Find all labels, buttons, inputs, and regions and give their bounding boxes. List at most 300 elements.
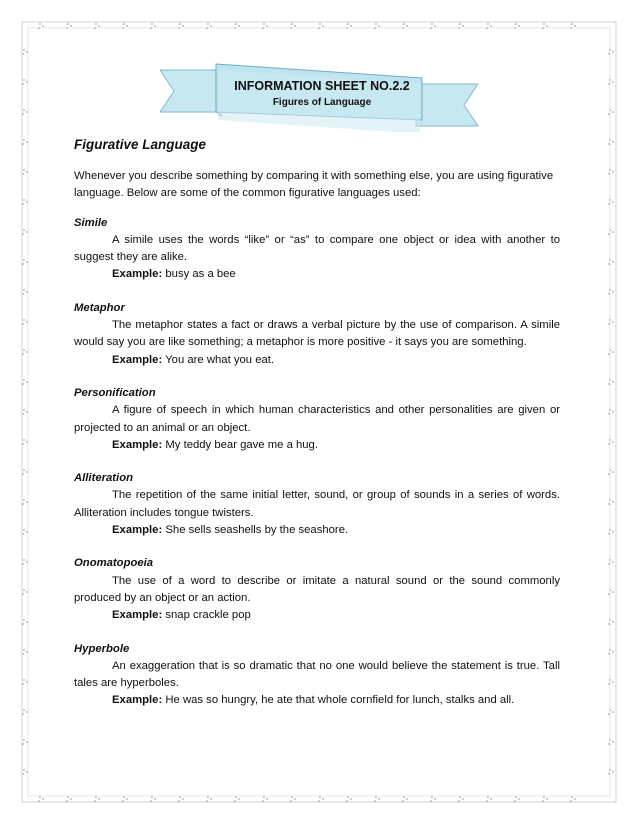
term-simile: [74, 215, 560, 284]
border-ornament: [609, 769, 611, 771]
border-ornament: [609, 559, 611, 561]
border-ornament: [207, 796, 209, 798]
border-ornament: [608, 623, 610, 625]
term-heading: Alliteration: [74, 472, 133, 485]
border-ornament: [22, 293, 24, 295]
border-ornament: [122, 27, 124, 29]
border-ornament: [612, 111, 614, 113]
border-ornament: [126, 798, 128, 800]
border-ornament: [609, 169, 611, 171]
border-ornament: [290, 27, 292, 29]
term-example: [74, 437, 560, 454]
border-ornament: [350, 798, 352, 800]
border-ornament: [26, 171, 28, 173]
border-ornament: [26, 381, 28, 383]
border-ornament: [70, 25, 72, 27]
border-ornament: [262, 27, 264, 29]
border-ornament: [402, 800, 404, 802]
border-ornament: [22, 83, 24, 85]
border-ornament: [515, 796, 517, 798]
border-ornament: [22, 473, 24, 475]
border-ornament: [39, 23, 41, 25]
border-ornament: [318, 800, 320, 802]
border-ornament: [150, 27, 152, 29]
border-ornament: [26, 261, 28, 263]
example-text: You are what you eat.: [165, 353, 275, 366]
term-description: A simile uses the words “like” or “as” to compare one object or idea with another to suggest they are alike.: [74, 233, 560, 264]
border-ornament: [151, 23, 153, 25]
border-ornament: [318, 27, 320, 29]
border-ornament: [612, 201, 614, 203]
border-ornament: [608, 533, 610, 535]
border-ornament: [609, 79, 611, 81]
border-ornament: [612, 531, 614, 533]
term-description: A figure of speech in which human characteristics and other personalities are given or projected to an animal or an object.: [74, 404, 560, 434]
border-ornament: [26, 561, 28, 563]
border-ornament: [26, 411, 28, 413]
border-ornament: [207, 23, 209, 25]
border-ornament: [26, 531, 28, 533]
border-ornament: [22, 743, 24, 745]
border-ornament: [290, 800, 292, 802]
border-ornament: [458, 800, 460, 802]
border-ornament: [23, 259, 25, 261]
border-ornament: [322, 798, 324, 800]
border-ornament: [403, 796, 405, 798]
term-heading: Metaphor: [74, 301, 125, 314]
term-heading: Onomatopoeia: [74, 557, 154, 570]
border-ornament: [346, 800, 348, 802]
border-ornament: [22, 203, 24, 205]
border-ornament: [609, 439, 611, 441]
border-ornament: [608, 203, 610, 205]
border-ornament: [22, 533, 24, 535]
border-ornament: [570, 800, 572, 802]
border-ornament: [546, 25, 548, 27]
border-ornament: [22, 263, 24, 265]
term-heading: Hyperbole: [74, 642, 130, 655]
border-ornament: [609, 49, 611, 51]
term-description: The metaphor states a fact or draws a verbal picture by the use of comparison. A simile would say you are like something; a metaphor is more positive - it says you are something.: [74, 319, 560, 349]
border-ornament: [123, 796, 125, 798]
border-ornament: [22, 713, 24, 715]
border-ornament: [612, 591, 614, 593]
border-ornament: [608, 143, 610, 145]
border-ornament: [608, 383, 610, 385]
border-ornament: [609, 469, 611, 471]
border-ornament: [518, 798, 520, 800]
border-ornament: [182, 25, 184, 27]
border-ornament: [609, 259, 611, 261]
border-ornament: [609, 529, 611, 531]
border-ornament: [612, 81, 614, 83]
border-ornament: [22, 113, 24, 115]
border-ornament: [609, 739, 611, 741]
border-ornament: [22, 683, 24, 685]
border-ornament: [612, 321, 614, 323]
border-ornament: [26, 111, 28, 113]
border-ornament: [178, 27, 180, 29]
border-ornament: [609, 499, 611, 501]
border-ornament: [514, 800, 516, 802]
border-ornament: [612, 51, 614, 53]
border-ornament: [403, 23, 405, 25]
border-ornament: [23, 469, 25, 471]
border-ornament: [543, 796, 545, 798]
title-ribbon-banner: [160, 60, 478, 132]
border-ornament: [179, 796, 181, 798]
border-ornament: [210, 798, 212, 800]
border-ornament: [26, 201, 28, 203]
term-metaphor: [74, 300, 560, 369]
border-ornament: [22, 563, 24, 565]
border-ornament: [22, 53, 24, 55]
border-ornament: [571, 23, 573, 25]
border-ornament: [609, 349, 611, 351]
border-ornament: [406, 798, 408, 800]
border-ornament: [431, 23, 433, 25]
border-ornament: [235, 23, 237, 25]
intro-paragraph: Whenever you describe something by comparing it with something else, you are using figurative language. Below are some of the common figurative languages used:: [74, 170, 554, 200]
border-ornament: [67, 23, 69, 25]
border-ornament: [462, 25, 464, 27]
border-ornament: [26, 711, 28, 713]
border-ornament: [406, 25, 408, 27]
border-ornament: [542, 27, 544, 29]
border-ornament: [94, 800, 96, 802]
border-ornament: [609, 649, 611, 651]
border-ornament: [263, 23, 265, 25]
border-ornament: [23, 199, 25, 201]
border-ornament: [612, 681, 614, 683]
border-ornament: [609, 109, 611, 111]
border-ornament: [39, 796, 41, 798]
border-ornament: [22, 353, 24, 355]
border-ornament: [22, 413, 24, 415]
border-ornament: [462, 798, 464, 800]
term-heading: Simile: [74, 216, 108, 229]
example-text: snap crackle pop: [165, 609, 251, 622]
border-ornament: [22, 383, 24, 385]
border-ornament: [612, 501, 614, 503]
border-ornament: [154, 25, 156, 27]
term-description: An exaggeration that is so dramatic that no one would believe the statement is true. Tall tales are hyperboles.: [74, 659, 560, 690]
border-ornament: [23, 139, 25, 141]
border-ornament: [23, 739, 25, 741]
border-ornament: [23, 769, 25, 771]
border-ornament: [26, 681, 28, 683]
border-ornament: [294, 25, 296, 27]
border-ornament: [94, 27, 96, 29]
border-ornament: [608, 323, 610, 325]
example-text: He was so hungry, he ate that whole cornfield for lunch, stalks and all.: [165, 694, 515, 707]
border-ornament: [459, 796, 461, 798]
example-label: Example:: [112, 524, 163, 537]
border-ornament: [179, 23, 181, 25]
example-label: Example:: [112, 438, 163, 451]
border-ornament: [126, 25, 128, 27]
border-ornament: [23, 559, 25, 561]
border-ornament: [612, 711, 614, 713]
border-ornament: [459, 23, 461, 25]
border-ornament: [608, 503, 610, 505]
document-title: Figurative Language: [74, 137, 207, 152]
border-ornament: [571, 796, 573, 798]
border-ornament: [608, 413, 610, 415]
border-ornament: [291, 23, 293, 25]
border-ornament: [238, 798, 240, 800]
border-ornament: [608, 83, 610, 85]
border-ornament: [570, 27, 572, 29]
border-ornament: [23, 79, 25, 81]
border-ornament: [612, 381, 614, 383]
border-ornament: [23, 409, 25, 411]
border-ornament: [374, 27, 376, 29]
border-ornament: [294, 798, 296, 800]
example-text: My teddy bear gave me a hug.: [165, 438, 318, 451]
border-ornament: [486, 800, 488, 802]
border-ornament: [612, 141, 614, 143]
border-ornament: [608, 563, 610, 565]
border-ornament: [26, 471, 28, 473]
border-ornament: [609, 379, 611, 381]
border-ornament: [608, 473, 610, 475]
border-ornament: [612, 471, 614, 473]
term-description: The repetition of the same initial letter, sound, or group of sounds in a series of words. Alliteration includes tongue twisters.: [74, 489, 560, 519]
border-ornament: [98, 798, 100, 800]
border-ornament: [262, 800, 264, 802]
border-ornament: [350, 25, 352, 27]
border-ornament: [609, 289, 611, 291]
border-ornament: [430, 27, 432, 29]
border-ornament: [608, 653, 610, 655]
border-ornament: [234, 27, 236, 29]
border-ornament: [319, 796, 321, 798]
border-ornament: [319, 23, 321, 25]
border-ornament: [67, 796, 69, 798]
border-ornament: [430, 800, 432, 802]
border-ornament: [66, 800, 68, 802]
document-body: [74, 136, 560, 726]
border-ornament: [609, 229, 611, 231]
border-ornament: [574, 798, 576, 800]
border-ornament: [612, 411, 614, 413]
border-ornament: [23, 49, 25, 51]
border-ornament: [609, 319, 611, 321]
border-ornament: [22, 233, 24, 235]
border-ornament: [347, 23, 349, 25]
border-ornament: [22, 323, 24, 325]
border-ornament: [609, 199, 611, 201]
border-ornament: [23, 379, 25, 381]
border-ornament: [486, 27, 488, 29]
border-ornament: [612, 231, 614, 233]
border-ornament: [98, 25, 100, 27]
example-label: Example:: [112, 353, 163, 366]
example-label: Example:: [112, 268, 163, 281]
border-ornament: [291, 796, 293, 798]
border-ornament: [608, 593, 610, 595]
term-heading: Personification: [74, 386, 156, 399]
border-ornament: [608, 773, 610, 775]
example-label: Example:: [112, 694, 163, 707]
border-ornament: [514, 27, 516, 29]
border-ornament: [123, 23, 125, 25]
border-ornament: [543, 23, 545, 25]
border-ornament: [22, 593, 24, 595]
border-ornament: [26, 771, 28, 773]
border-ornament: [609, 409, 611, 411]
border-ornament: [612, 651, 614, 653]
border-ornament: [608, 683, 610, 685]
border-ornament: [70, 798, 72, 800]
border-ornament: [95, 796, 97, 798]
border-ornament: [22, 653, 24, 655]
border-ornament: [22, 773, 24, 775]
border-ornament: [402, 27, 404, 29]
term-example: [74, 266, 560, 283]
border-ornament: [182, 798, 184, 800]
border-ornament: [612, 441, 614, 443]
border-ornament: [26, 321, 28, 323]
border-ornament: [42, 25, 44, 27]
border-ornament: [608, 353, 610, 355]
border-ornament: [612, 171, 614, 173]
border-ornament: [518, 25, 520, 27]
border-ornament: [26, 441, 28, 443]
border-ornament: [608, 173, 610, 175]
border-ornament: [26, 741, 28, 743]
border-ornament: [26, 651, 28, 653]
border-ornament: [266, 25, 268, 27]
border-ornament: [266, 798, 268, 800]
border-ornament: [612, 621, 614, 623]
border-ornament: [608, 263, 610, 265]
border-ornament: [95, 23, 97, 25]
border-ornament: [26, 291, 28, 293]
border-ornament: [374, 800, 376, 802]
border-ornament: [23, 619, 25, 621]
border-ornament: [23, 349, 25, 351]
term-example: [74, 352, 560, 369]
term-description: The use of a word to describe or imitate a natural sound or the sound commonly produced by an object or an action.: [74, 574, 560, 604]
border-ornament: [378, 25, 380, 27]
border-ornament: [346, 27, 348, 29]
border-ornament: [458, 27, 460, 29]
border-ornament: [612, 261, 614, 263]
border-ornament: [22, 503, 24, 505]
border-ornament: [23, 289, 25, 291]
example-text: She sells seashells by the seashore.: [165, 524, 349, 537]
border-ornament: [206, 800, 208, 802]
border-ornament: [26, 231, 28, 233]
border-ornament: [23, 439, 25, 441]
border-ornament: [490, 798, 492, 800]
border-ornament: [26, 621, 28, 623]
border-ornament: [38, 27, 40, 29]
term-hyperbole: [74, 641, 560, 710]
border-ornament: [26, 591, 28, 593]
border-ornament: [431, 796, 433, 798]
border-ornament: [574, 25, 576, 27]
border-ornament: [612, 741, 614, 743]
border-ornament: [26, 51, 28, 53]
example-text: busy as a bee: [165, 268, 236, 281]
border-ornament: [608, 743, 610, 745]
border-ornament: [26, 501, 28, 503]
border-ornament: [210, 25, 212, 27]
border-ornament: [608, 293, 610, 295]
border-ornament: [546, 798, 548, 800]
border-ornament: [608, 713, 610, 715]
border-ornament: [150, 800, 152, 802]
border-ornament: [612, 561, 614, 563]
border-ornament: [154, 798, 156, 800]
border-ornament: [515, 23, 517, 25]
border-ornament: [612, 771, 614, 773]
border-ornament: [23, 679, 25, 681]
border-ornament: [347, 796, 349, 798]
term-example: [74, 522, 560, 539]
border-ornament: [490, 25, 492, 27]
border-ornament: [23, 169, 25, 171]
border-ornament: [22, 173, 24, 175]
term-onomatopoeia: [74, 555, 560, 624]
border-ornament: [542, 800, 544, 802]
border-ornament: [66, 27, 68, 29]
border-ornament: [612, 291, 614, 293]
border-ornament: [23, 499, 25, 501]
border-ornament: [26, 141, 28, 143]
border-ornament: [26, 351, 28, 353]
border-ornament: [608, 53, 610, 55]
border-ornament: [609, 709, 611, 711]
border-ornament: [23, 109, 25, 111]
border-ornament: [22, 443, 24, 445]
border-ornament: [609, 139, 611, 141]
border-ornament: [609, 589, 611, 591]
sheet-subtitle: Figures of Language: [272, 97, 372, 108]
border-ornament: [22, 143, 24, 145]
border-ornament: [23, 319, 25, 321]
term-alliteration: [74, 470, 560, 539]
border-ornament: [609, 619, 611, 621]
border-ornament: [22, 623, 24, 625]
border-ornament: [42, 798, 44, 800]
term-example: [74, 692, 560, 709]
border-ornament: [322, 25, 324, 27]
border-ornament: [487, 23, 489, 25]
border-ornament: [23, 529, 25, 531]
border-ornament: [23, 649, 25, 651]
border-ornament: [608, 443, 610, 445]
border-ornament: [375, 796, 377, 798]
border-ornament: [151, 796, 153, 798]
border-ornament: [434, 25, 436, 27]
border-ornament: [206, 27, 208, 29]
border-ornament: [234, 800, 236, 802]
border-ornament: [26, 81, 28, 83]
sheet-title: INFORMATION SHEET NO.2.2: [234, 79, 410, 93]
border-ornament: [263, 796, 265, 798]
border-ornament: [609, 679, 611, 681]
border-ornament: [38, 800, 40, 802]
border-ornament: [23, 229, 25, 231]
border-ornament: [608, 113, 610, 115]
border-ornament: [608, 233, 610, 235]
border-ornament: [235, 796, 237, 798]
term-example: [74, 607, 560, 624]
